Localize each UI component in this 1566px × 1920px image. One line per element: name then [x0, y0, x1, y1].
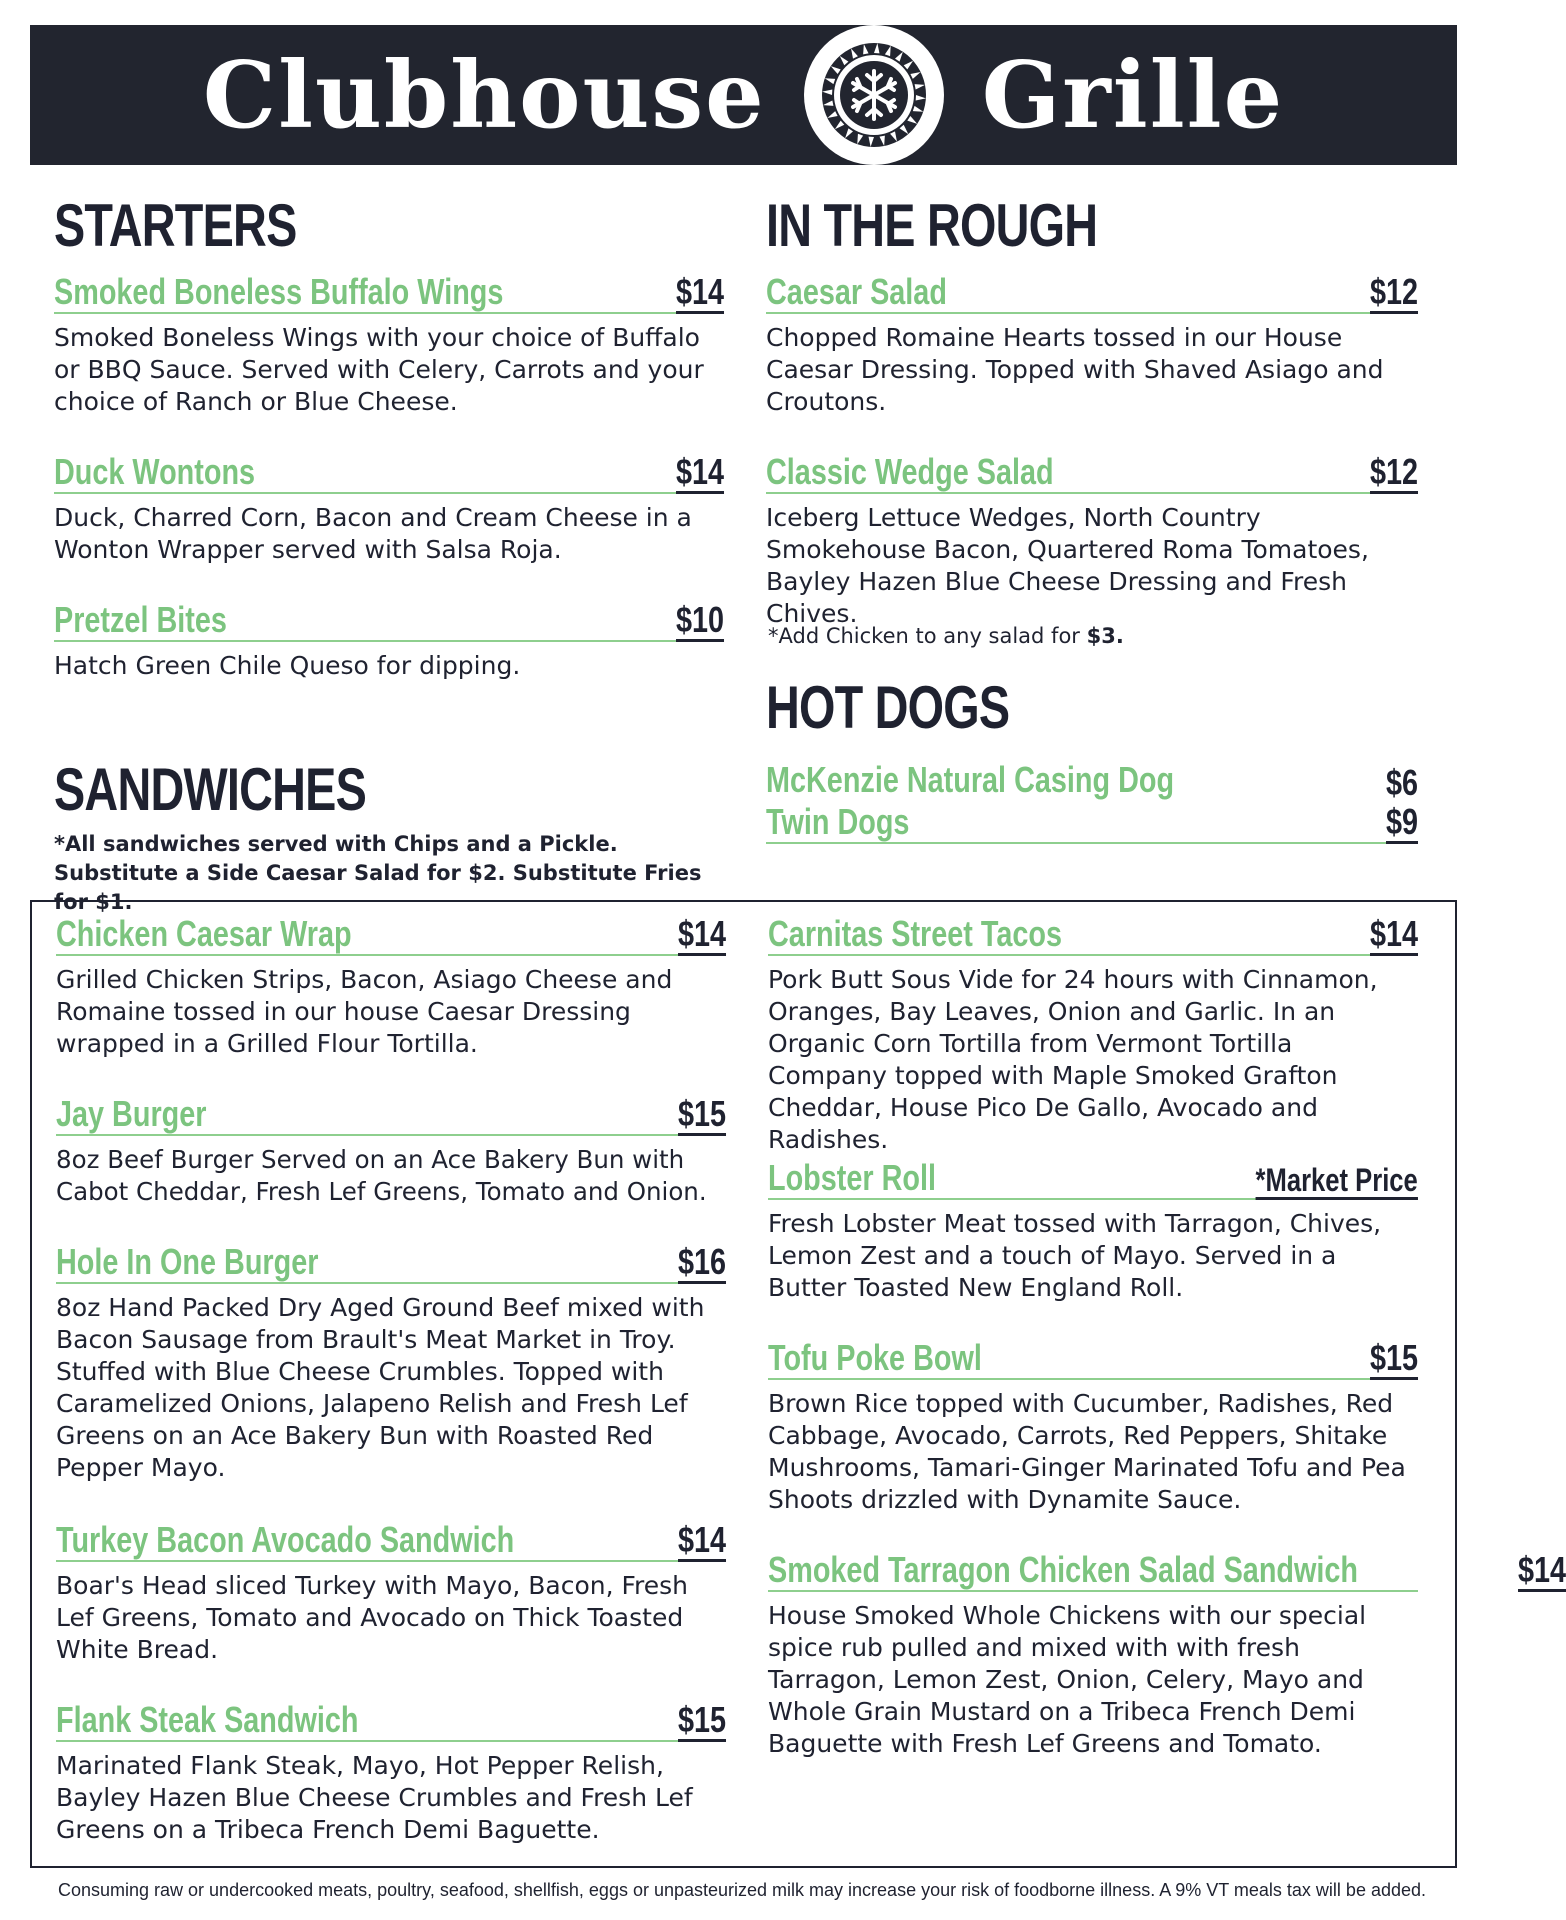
item-price: $14 [675, 271, 724, 312]
item-description: 8oz Beef Burger Served on an Ace Bakery Bun with Cabot Cheddar, Fresh Lef Greens, Tomato and Onion. [56, 1145, 707, 1206]
section-title-in-the-rough: IN THE ROUGH [766, 192, 1098, 259]
salad-note-text: *Add Chicken to any salad for [768, 624, 1087, 648]
menu-item [54, 600, 724, 682]
item-name: Duck Wontons [54, 451, 256, 492]
menu-item [56, 914, 726, 1060]
item-name: Carnitas Street Tacos [768, 913, 1062, 954]
item-name: Smoked Boneless Buffalo Wings [54, 271, 504, 312]
item-price: $9 [1385, 801, 1418, 842]
item-price: $12 [1369, 451, 1418, 492]
item-name: Smoked Tarragon Chicken Salad Sandwich [768, 1549, 1359, 1590]
item-description: Duck, Charred Corn, Bacon and Cream Cheese in a Wonton Wrapper served with Salsa Roja. [54, 503, 692, 564]
item-description: Marinated Flank Steak, Mayo, Hot Pepper Relish, Bayley Hazen Blue Cheese Crumbles and Fresh Lef Greens on a Tribeca French Demi Baguette. [56, 1751, 693, 1844]
item-price: $16 [677, 1241, 726, 1282]
item-description: House Smoked Whole Chickens with our special spice rub pulled and mixed with with fresh Tarragon, Lemon Zest, Onion, Celery, Mayo and Whole Grain Mustard on a Tribeca French Demi Baguette with Fresh Lef Greens and Tomato. [768, 1601, 1367, 1758]
menu-item [766, 452, 1418, 630]
item-price: $15 [677, 1699, 726, 1740]
item-description: Smoked Boneless Wings with your choice of Buffalo or BBQ Sauce. Served with Celery, Carrots and your choice of Ranch or Blue Cheese. [54, 323, 704, 416]
item-name: Jay Burger [56, 1093, 207, 1134]
menu-item [766, 272, 1418, 418]
item-name: Chicken Caesar Wrap [56, 913, 352, 954]
item-price: *Market Price [1255, 1162, 1418, 1198]
item-description: Boar's Head sliced Turkey with Mayo, Bacon, Fresh Lef Greens, Tomato and Avocado on Thick Toasted White Bread. [56, 1571, 689, 1664]
menu-item [56, 1520, 726, 1666]
item-price: $15 [1369, 1337, 1418, 1378]
item-name: Flank Steak Sandwich [56, 1699, 359, 1740]
item-description: Pork Butt Sous Vide for 24 hours with Cinnamon, Oranges, Bay Leaves, Onion and Garlic. In an Organic Corn Tortilla from Vermont Tortilla Company topped with Maple Smoked Grafton Cheddar, House Pico De Gallo, Avocado and Radishes. [768, 965, 1378, 1154]
item-name: Caesar Salad [766, 271, 947, 312]
item-description: Brown Rice topped with Cucumber, Radishes, Red Cabbage, Avocado, Carrots, Red Peppers, Shitake Mushrooms, Tamari-Ginger Marinated Tofu and Pea Shoots drizzled with Dynamite Sauce. [768, 1389, 1406, 1514]
item-price: $14 [1369, 913, 1418, 954]
item-price: $14 [1517, 1549, 1566, 1590]
item-name: Lobster Roll [768, 1157, 937, 1198]
snowflake-sun-icon [802, 23, 946, 167]
item-description: Iceberg Lettuce Wedges, North Country Smokehouse Bacon, Quartered Roma Tomatoes, Bayley Hazen Blue Cheese Dressing and Fresh Chives. [766, 503, 1369, 628]
item-price: $14 [677, 1519, 726, 1560]
section-title-hot-dogs: HOT DOGS [766, 674, 1010, 741]
item-price: $15 [677, 1093, 726, 1134]
menu-item [56, 1242, 726, 1484]
item-price: $14 [677, 913, 726, 954]
menu-item [56, 1700, 726, 1846]
item-price: $12 [1369, 271, 1418, 312]
item-description: Hatch Green Chile Queso for dipping. [54, 651, 521, 680]
item-name: Tofu Poke Bowl [768, 1337, 982, 1378]
sandwich-note: *All sandwiches served with Chips and a Pickle. Substitute a Side Caesar Salad for $2. Substitute Fries for $1. [54, 832, 702, 914]
menu-item [54, 452, 724, 566]
section-title-sandwiches: SANDWICHES [54, 756, 367, 823]
item-description: Grilled Chicken Strips, Bacon, Asiago Cheese and Romaine tossed in our house Caesar Dressing wrapped in a Grilled Flour Tortilla. [56, 965, 673, 1058]
item-name: Pretzel Bites [54, 599, 227, 640]
salad-note-price: $3. [1086, 624, 1124, 648]
menu-item [768, 1338, 1418, 1516]
item-price: $6 [1385, 762, 1418, 803]
menu-item [768, 914, 1418, 1156]
menu-item [54, 272, 724, 418]
menu-item [56, 1094, 732, 1208]
item-description: Fresh Lobster Meat tossed with Tarragon, Chives, Lemon Zest and a touch of Mayo. Served in a Butter Toasted New England Roll. [768, 1209, 1382, 1302]
restaurant-name-left: Clubhouse [202, 41, 766, 149]
item-description: Chopped Romaine Hearts tossed in our House Caesar Dressing. Topped with Shaved Asiago and Croutons. [766, 323, 1384, 416]
item-price: $14 [675, 451, 724, 492]
item-name: Hole In One Burger [56, 1241, 319, 1282]
header-banner [30, 25, 1457, 165]
item-price: $10 [675, 599, 724, 640]
item-description: 8oz Hand Packed Dry Aged Ground Beef mixed with Bacon Sausage from Brault's Meat Market in Troy. Stuffed with Blue Cheese Crumbles. Topped with Caramelized Onions, Jalapeno Relish and Fresh Lef Greens on an Ace Bakery Bun with Roasted Red Pepper Mayo. [56, 1293, 705, 1482]
item-name: Turkey Bacon Avocado Sandwich [56, 1519, 515, 1560]
section-title-starters: STARTERS [54, 192, 297, 259]
item-name: Classic Wedge Salad [766, 451, 1054, 492]
menu-item [766, 758, 1418, 803]
menu-item [766, 802, 1418, 844]
restaurant-name-right: Grille [981, 41, 1285, 149]
item-name: McKenzie Natural Casing Dog [766, 759, 1175, 800]
menu-item [768, 1158, 1418, 1304]
menu-item [768, 1549, 1566, 1760]
footer-disclaimer: Consuming raw or undercooked meats, poultry, seafood, shellfish, eggs or unpasteurized milk may increase your risk of foodborne illness. A 9% VT meals tax will be added. [57, 1880, 1427, 1900]
salad-note [768, 622, 1418, 651]
item-name: Twin Dogs [766, 801, 910, 842]
